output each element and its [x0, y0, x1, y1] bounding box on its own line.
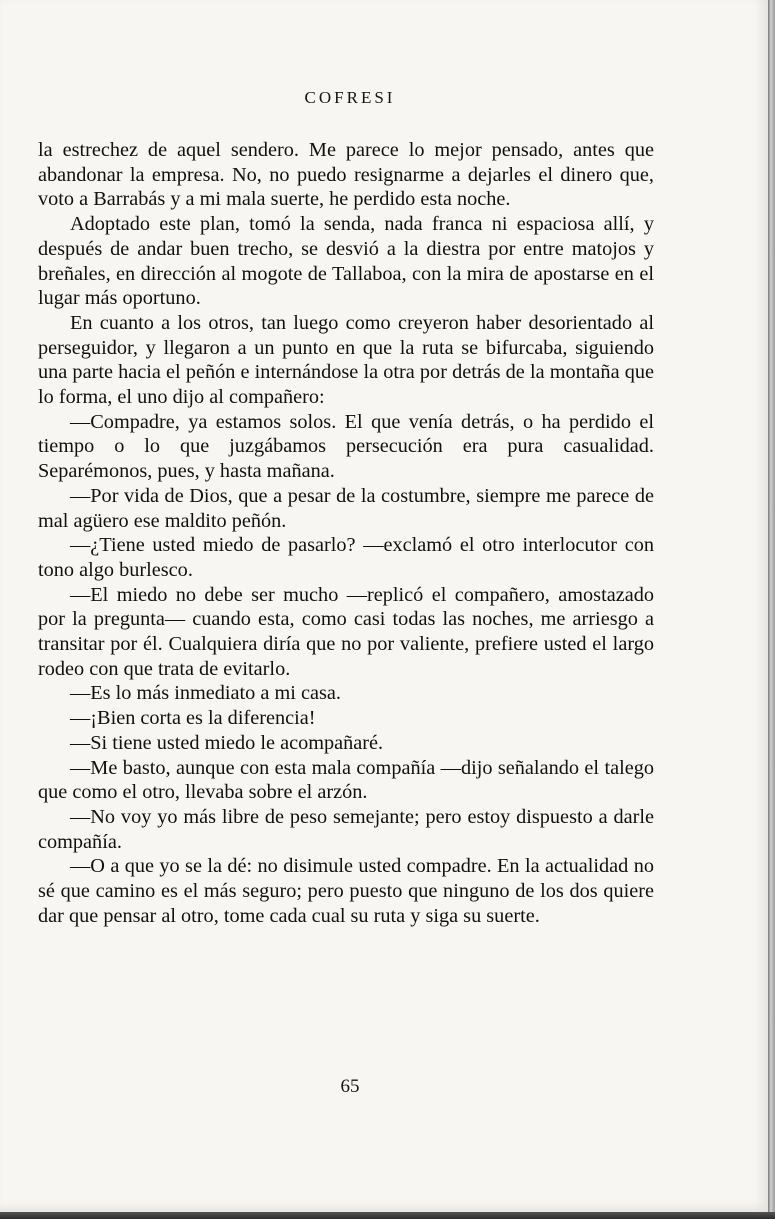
- paragraph: Adoptado este plan, tomó la senda, nada franca ni espaciosa allí, y después de andar buen trecho, se desvió a la diestra por entre matojos y breñales, en dirección al mogote de Tallaboa, con la mira de apostarse en el lugar más oportuno.: [38, 213, 654, 310]
- paragraph: —Por vida de Dios, que a pesar de la costumbre, siempre me parece de mal agüero ese maldito peñón.: [38, 484, 654, 532]
- paragraph: En cuanto a los otros, tan luego como creyeron haber desorientado al perseguidor, y llegaron a un punto en que la ruta se bifurcaba, siguiendo una parte hacia el peñón e internándose la otra por detrás de la montaña que lo forma, el uno dijo al compañero:: [38, 311, 654, 409]
- paragraph: la estrechez de aquel sendero. Me parece lo mejor pensado, antes que abandonar la empresa. No, no puedo resignarme a dejarles el dinero que, voto a Barrabás y a mi mala suerte, he perdido esta noche.: [38, 139, 654, 211]
- paragraph: —¡Bien corta es la diferencia!: [70, 707, 316, 730]
- running-head: COFRESI: [304, 88, 396, 107]
- paragraph: —No voy yo más libre de peso semejante; pero estoy dispuesto a darle compañía.: [38, 805, 654, 853]
- paragraph: —Me basto, aunque con esta mala compañía —dijo señalando el talego que como el otro, llevaba sobre el arzón.: [38, 756, 654, 804]
- paragraph: —¿Tiene usted miedo de pasarlo? —exclamó el otro interlocutor con tono algo burlesco.: [38, 534, 654, 581]
- paragraph: —O a que yo se la dé: no disimule usted compadre. En la actualidad no sé que camino es el más seguro; pero puesto que ninguno de los dos quiere dar que pensar al otro, tome cada cual su ruta y siga su suerte.: [38, 855, 654, 927]
- paragraph: —Si tiene usted miedo le acompañaré.: [70, 731, 384, 754]
- body-text: [38, 138, 654, 929]
- page-edge-right: [768, 0, 775, 1219]
- paragraph: —El miedo no debe ser mucho —replicó el compañero, amostazado por la pregunta— cuando esta, como casi todas las noches, me arriesgo a transitar por él. Cualquiera diría que no por valiente, prefiere usted el largo rodeo con que trata de evitarlo.: [38, 583, 654, 680]
- page-edge-bottom: [0, 1212, 775, 1219]
- page-number: 65: [340, 1076, 360, 1097]
- paragraph: —Compadre, ya estamos solos. El que venía detrás, o ha perdido el tiempo o lo que juzgábamos persecución era pura casualidad. Separémonos, pues, y hasta mañana.: [38, 410, 654, 483]
- paragraph: —Es lo más inmediato a mi casa.: [70, 682, 341, 705]
